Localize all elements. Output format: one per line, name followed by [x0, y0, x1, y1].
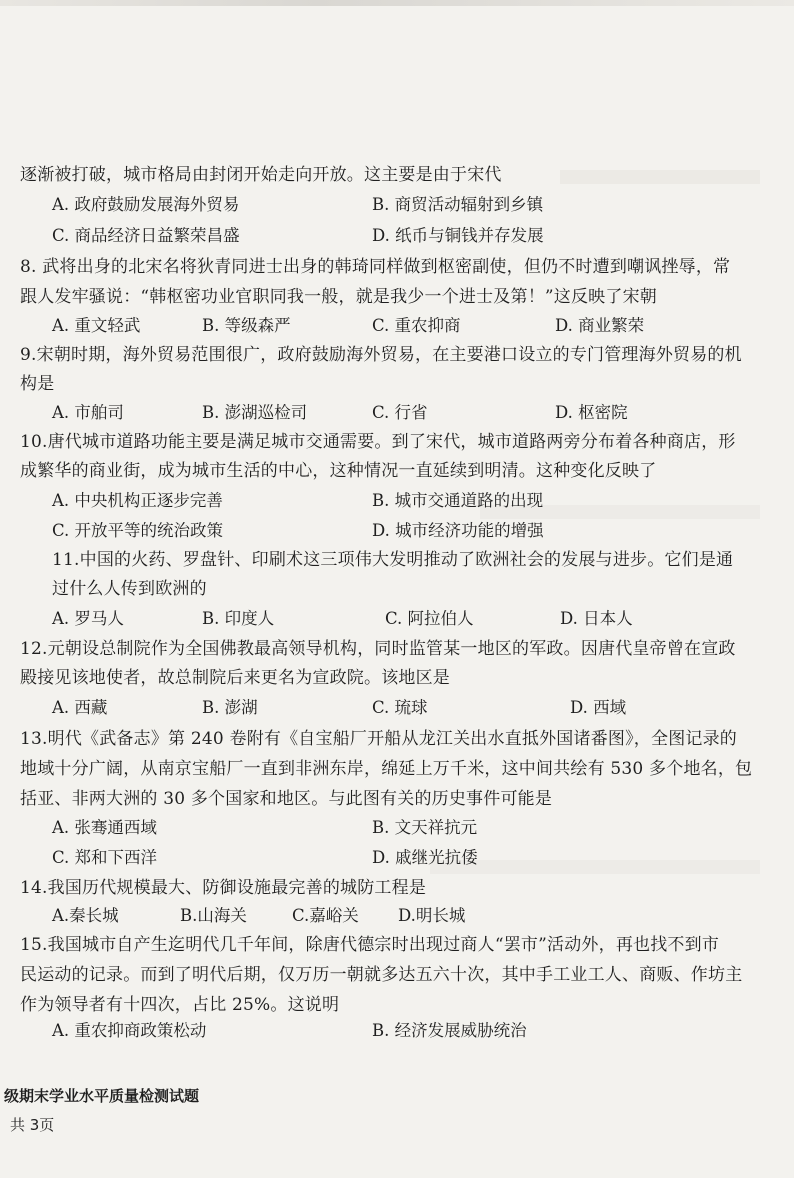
option: B. 澎湖 — [202, 698, 258, 717]
option: B.山海关 — [180, 906, 247, 925]
question-line: 作为领导者有十四次，占比 25%。这说明 — [20, 995, 340, 1015]
option: C. 阿拉伯人 — [385, 609, 474, 628]
option: B. 商贸活动辐射到乡镇 — [372, 195, 544, 214]
page-count: 共 3页 — [10, 1116, 55, 1134]
option: D. 商业繁荣 — [555, 316, 645, 335]
option: A. 市舶司 — [52, 403, 124, 422]
question-line: 8. 武将出身的北宋名将狄青同进士出身的韩琦同样做到枢密副使，但仍不时遭到嘲讽挫辱，常 — [20, 257, 731, 277]
option: D. 戚继光抗倭 — [372, 848, 478, 867]
question-line: 9.宋朝时期，海外贸易范围很广，政府鼓励海外贸易，在主要港口设立的专门管理海外贸易的机 — [20, 345, 742, 365]
option: A. 政府鼓励发展海外贸易 — [52, 195, 240, 214]
question-line: 14.我国历代规模最大、防御设施最完善的城防工程是 — [20, 878, 427, 898]
question-line: 殿接见该地使者，故总制院后来更名为宣政院。该地区是 — [20, 668, 450, 688]
show-through-mark — [430, 860, 760, 874]
option: C. 琉球 — [372, 698, 428, 717]
option: D. 西域 — [570, 698, 627, 717]
question-line: 构是 — [20, 374, 55, 394]
option: B. 城市交通道路的出现 — [372, 491, 544, 510]
question-line: 逐渐被打破，城市格局由封闭开始走向开放。这主要是由于宋代 — [20, 165, 502, 185]
question-line: 过什么人传到欧洲的 — [52, 579, 207, 599]
question-line: 13.明代《武备志》第 240 卷附有《自宝船厂开船从龙江关出水直抵外国诸番图》，全图记录的 — [20, 729, 737, 749]
option: D. 纸币与铜钱并存发展 — [372, 226, 544, 245]
exam-title-footer: 级期末学业水平质量检测试题 — [4, 1087, 200, 1105]
option: A.秦长城 — [52, 906, 119, 925]
option: B. 等级森严 — [202, 316, 291, 335]
question-line: 成繁华的商业街，成为城市生活的中心，这种情况一直延续到明清。这种变化反映了 — [20, 461, 657, 481]
option: B. 经济发展威胁统治 — [372, 1021, 527, 1040]
option: B. 印度人 — [202, 609, 275, 628]
option: A. 重农抑商政策松动 — [52, 1021, 207, 1040]
option: C. 郑和下西洋 — [52, 848, 158, 867]
option: A. 重文轻武 — [52, 316, 141, 335]
question-line: 括亚、非两大洲的 30 多个国家和地区。与此图有关的历史事件可能是 — [20, 789, 553, 809]
option: D. 城市经济功能的增强 — [372, 521, 544, 540]
question-line: 10.唐代城市道路功能主要是满足城市交通需要。到了宋代，城市道路两旁分布着各种商店，形 — [20, 432, 736, 452]
option: D. 日本人 — [560, 609, 633, 628]
question-line: 民运动的记录。而到了明代后期，仅万历一朝就多达五六十次，其中手工业工人、商贩、作坊主 — [20, 965, 743, 985]
option: B. 文天祥抗元 — [372, 818, 478, 837]
show-through-mark — [560, 170, 760, 184]
option: A. 中央机构正逐步完善 — [52, 491, 223, 510]
option: D.明长城 — [398, 906, 466, 925]
option: A. 西藏 — [52, 698, 108, 717]
question-line: 12.元朝设总制院作为全国佛教最高领导机构，同时监管某一地区的军政。因唐代皇帝曾在宣政 — [20, 639, 736, 659]
option: A. 罗马人 — [52, 609, 124, 628]
option: C. 行省 — [372, 403, 428, 422]
option: B. 澎湖巡检司 — [202, 403, 308, 422]
option: C.嘉峪关 — [292, 906, 359, 925]
question-line: 地域十分广阔，从南京宝船厂一直到非洲东岸，绵延上万千米，这中间共绘有 530 多个地名，包 — [20, 759, 753, 779]
question-line: 跟人发牢骚说：“韩枢密功业官职同我一般，就是我少一个进士及第！”这反映了宋朝 — [20, 287, 657, 307]
option: C. 商品经济日益繁荣昌盛 — [52, 226, 240, 245]
option: C. 开放平等的统治政策 — [52, 521, 224, 540]
option: C. 重农抑商 — [372, 316, 461, 335]
question-line: 11.中国的火药、罗盘针、印刷术这三项伟大发明推动了欧洲社会的发展与进步。它们是通 — [52, 550, 734, 570]
scan-edge — [0, 0, 794, 6]
option: D. 枢密院 — [555, 403, 628, 422]
question-line: 15.我国城市自产生迄明代几千年间，除唐代德宗时出现过商人“罢市”活动外，再也找不到市 — [20, 935, 720, 955]
option: A. 张骞通西域 — [52, 818, 157, 837]
